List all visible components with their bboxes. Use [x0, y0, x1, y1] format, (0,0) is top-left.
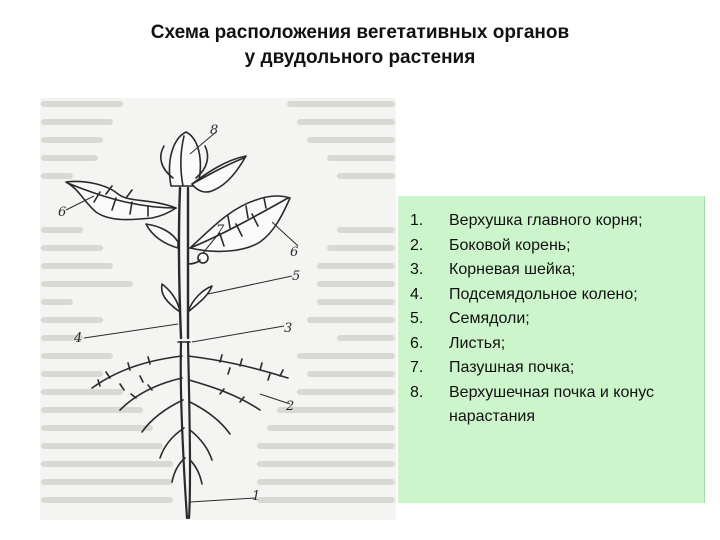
title-line-2: у двудольного растения: [244, 47, 476, 68]
legend-text: Верхушечная почка и конус нарастания: [449, 383, 655, 425]
legend-list: [410, 209, 700, 430]
label-7: 7: [216, 223, 225, 238]
legend-item: [410, 209, 700, 234]
legend-text: Боковой корень;: [449, 236, 571, 254]
label-1: 1: [252, 489, 261, 504]
label-4: 4: [74, 331, 83, 346]
legend-item: [410, 234, 700, 259]
label-2: 2: [286, 399, 295, 414]
legend-text: Пазушная почка;: [449, 359, 575, 376]
plant-drawing: [40, 98, 396, 520]
legend-text: Подсемядольное колено;: [449, 285, 638, 303]
legend-number: 4.: [410, 285, 424, 303]
legend-number: 3.: [410, 261, 424, 278]
label-6-left: 6: [58, 205, 67, 220]
legend-text: Семядоли;: [449, 310, 530, 327]
legend-item: [410, 307, 700, 332]
legend-item: [410, 356, 700, 381]
legend-item: [410, 258, 700, 283]
legend-number: 2.: [410, 236, 424, 254]
label-3: 3: [284, 321, 293, 336]
title-line-1: Схема расположения вегетативных органов: [150, 22, 570, 43]
legend-item: [410, 332, 700, 357]
legend-number: 7.: [410, 359, 424, 376]
slide-title: [60, 20, 660, 70]
legend-item: [410, 283, 700, 308]
legend-number: 5.: [410, 310, 424, 327]
legend-panel: [398, 196, 705, 503]
label-6-right: 6: [290, 245, 299, 260]
label-5: 5: [292, 269, 301, 284]
legend-number: 1.: [410, 212, 424, 229]
legend-item: [410, 381, 700, 430]
legend-text: Корневая шейка;: [449, 261, 576, 278]
legend-number: 8.: [410, 383, 424, 401]
legend-number: 6.: [410, 334, 424, 352]
plant-illustration: [40, 98, 396, 520]
legend-text: Листья;: [449, 334, 506, 352]
label-8: 8: [210, 123, 219, 138]
legend-text: Верхушка главного корня;: [449, 212, 643, 229]
